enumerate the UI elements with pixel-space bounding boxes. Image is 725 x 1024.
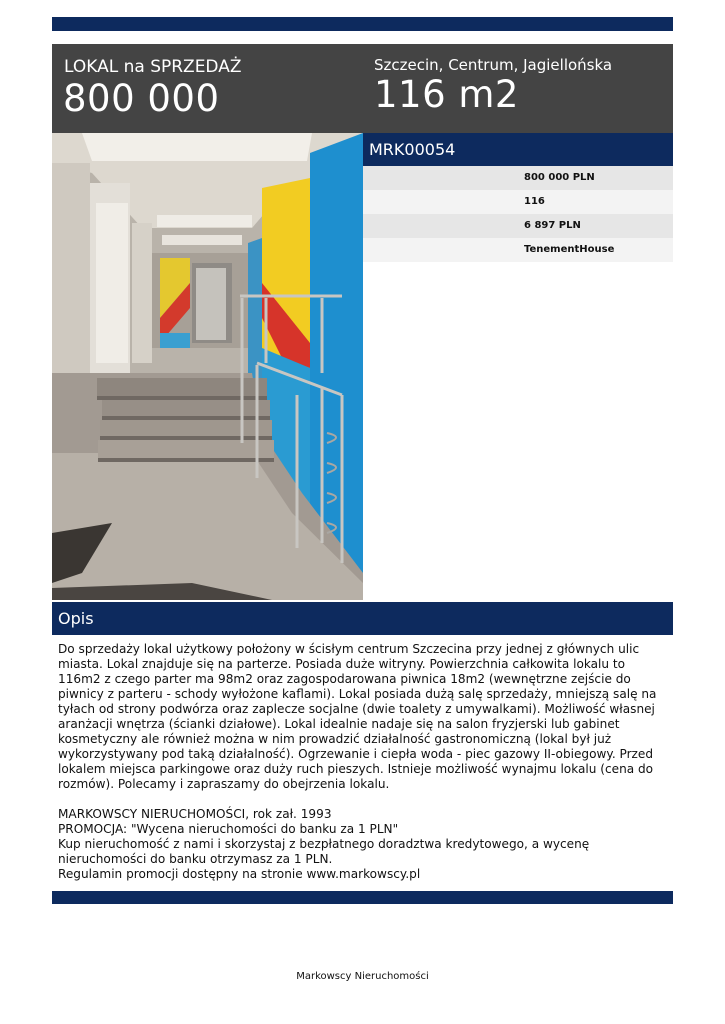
- detail-value: TenementHouse: [524, 244, 615, 255]
- listing-type: LOKAL na SPRZEDAŻ: [64, 57, 242, 77]
- description-heading-bar: [52, 602, 673, 635]
- promo-rules: Regulamin promocji dostępny na stronie www.markowscy.pl: [58, 867, 421, 881]
- listing-area: 116 m2: [374, 73, 519, 116]
- listing-location: Szczecin, Centrum, Jagiellońska: [374, 56, 613, 74]
- description-heading: Opis: [58, 609, 94, 628]
- detail-value: 116: [524, 196, 545, 207]
- description-paragraph: Do sprzedaży lokal użytkowy położony w ścisłym centrum Szczecina przy jednej z głównych ulic miasta. Lokal znajduje się na parterze. Posiada duże witryny. Powierzchnia całkowita lokalu to 116m2 z czego parter ma 98m2 oraz zagospodarowana piwnica 18m2 (wewnętrzne zejście do piwnicy z parteru - schody wyłożone kaflami). Lokal posiada dużą salę sprzedaży, mniejszą salę na tyłach od strony podwórza oraz zaplecze socjalne (dwie toalety z umywalkami). Możliwość własnej aranżacji wnętrza (ścianki działowe). Lokal idealnie nadaje się na salon fryzjerski lub gabinet kosmetyczny ale również można w nim prowadzić działalność gastronomiczną (lokal był już wykorzystywany pod taką działalność). Ogrzewanie i ciepła woda - piec gazowy II-obiegowy. Przed lokalem miejsca parkingowe oraz duży ruch pieszych. Istnieje możliwość wynajmu lokalu (cena do rozmów). Polecamy i zapraszamy do obejrzenia lokalu.: [58, 642, 657, 791]
- detail-value: 800 000 PLN: [524, 172, 595, 183]
- listing-reference: MRK00054: [369, 140, 456, 159]
- footer-company: Markowscy Nieruchomości: [296, 971, 429, 982]
- promo-text: Kup nieruchomość z nami i skorzystaj z bezpłatnego doradztwa kredytowego, a wycenę nieruchomości do banku otrzymasz za 1 PLN.: [58, 837, 590, 866]
- detail-row-area: [363, 190, 673, 214]
- description-body: [58, 642, 668, 882]
- listing-price: 800 000: [63, 77, 220, 120]
- listing-header: [52, 44, 673, 133]
- detail-value: 6 897 PLN: [524, 220, 581, 231]
- property-photo: [52, 133, 363, 600]
- detail-row-building-type: [363, 238, 673, 262]
- company-info: MARKOWSCY NIERUCHOMOŚCI, rok zał. 1993: [58, 807, 332, 821]
- promo-title: PROMOCJA: "Wycena nieruchomości do banku za 1 PLN": [58, 822, 399, 836]
- detail-row-price: [363, 166, 673, 190]
- reference-bar: [363, 133, 673, 166]
- bottom-accent-bar: [52, 891, 673, 904]
- detail-row-price-per-m2: [363, 214, 673, 238]
- details-table: [363, 166, 673, 262]
- top-accent-bar: [52, 17, 673, 31]
